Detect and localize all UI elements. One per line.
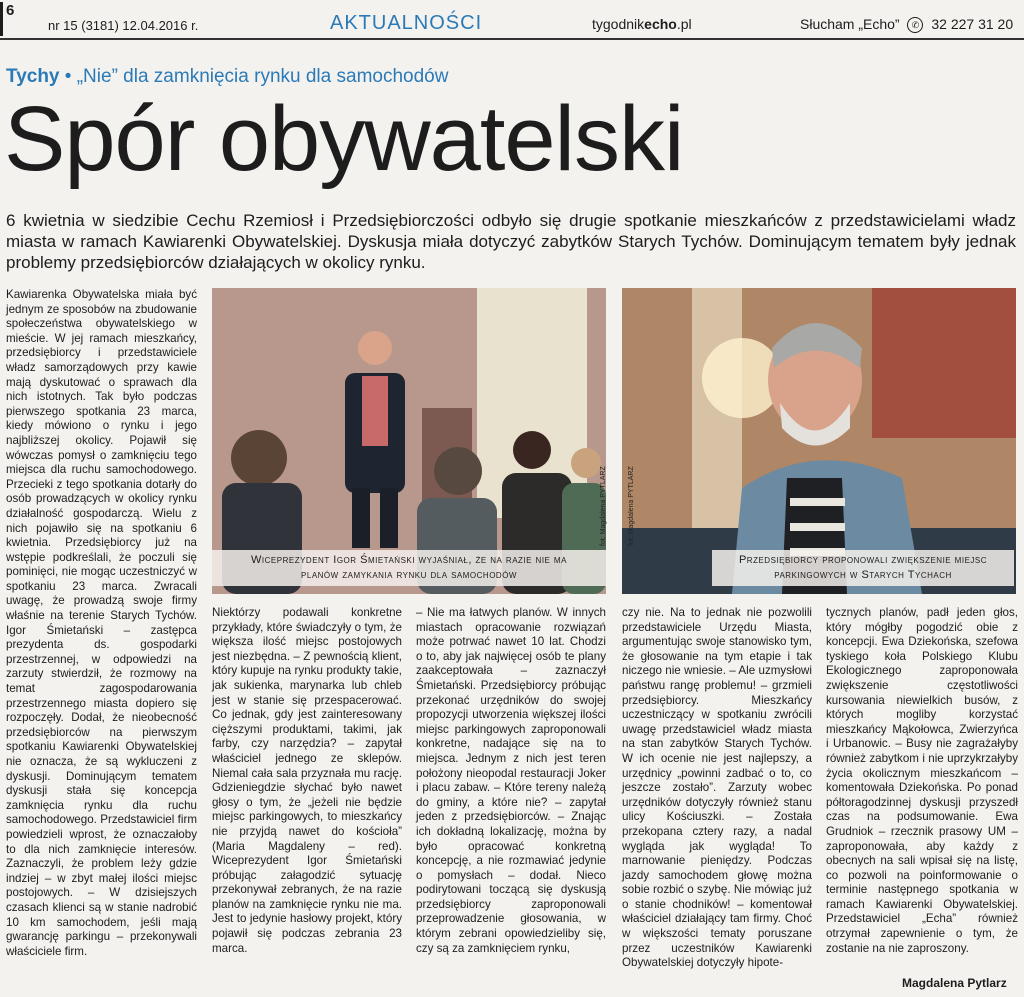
site-prefix: tygodnik — [592, 16, 645, 32]
photo-meeting — [212, 288, 606, 594]
phone-number: 32 227 31 20 — [931, 16, 1014, 32]
article-column-3 — [416, 606, 606, 956]
caption-line: parkingowych w Starych Tychach — [774, 569, 952, 581]
column-text: – Nie ma łatwych planów. W innych miastach opracowanie rozwiązań może potrwać nawet 10 lat. Chodzi o to, aby jak najwięcej osób te plany zaakceptowała – zaznaczył Śmietański. Przedsiębiorcy próbując przekonać urzędników do swojej propozycji utworzenia większej ilości miejsc parkingowych zaproponowali konkretne, nadające się na to miejsca. Jednym z nich jest teren położony nieopodal restauracji Joker i placu zabaw. – Które tereny należą do gminy, a które nie? – zapytał jeden z przedsiębiorców. – Znając ich dokładną lokalizację, można by było opracować konkretną koncepcję, a nie rozmawiać jedynie o pomysłach – dodał. Nieco podirytowani toczącą się dyskusją przedsiębiorcy zaproponowali przeprowadzenie głosowania, w którym zebrani opowiedzieliby się, czy są za zamknięciem rynku, — [416, 606, 606, 955]
site-brand: echo — [644, 16, 677, 32]
listen-label: Słucham „Echo” — [800, 16, 900, 32]
photo-credit: fot. Magdalena PYTLARZ — [600, 466, 607, 546]
photo-caption — [212, 550, 606, 586]
caption-line: planów zamykania rynku dla samochodów — [301, 569, 517, 581]
photo-credit: fot. Magdalena PYTLARZ — [628, 466, 635, 546]
article-column-2 — [212, 606, 402, 956]
column-text: Niektórzy podawali konkretne przykłady, które świadczyły o tym, że większa ilość miejsc postojowych jest niezbędna. – Z pewnością klient, który kupuje na rynku produkty takie, jak sukienka, marynarka lub chleb jest w stanie się przespacerować. Co jednak, gdy jest zainteresowany cięższymi produktami, takimi, jak farby, czy narzędzia? – zapytał właściciel jednego ze sklepów. Niemal cała sala przyznała mu rację. Gdzieniegdzie słychać było nawet głosy o tym, że „jeżeli nie będzie miejsc parkingowych, to mieszkańcy nie przyjdą nawet do kościoła” (Maria Magdaleny – red). Wiceprezydent Igor Śmietański próbując załagodzić sytuację przekonywał zebranych, że na razie planów na zamknięcie rynku nie ma. Jest to jedynie hasłowy projekt, który pojawił się podczas zebrania 23 marca. — [212, 606, 402, 955]
column-text: tycznych planów, padł jeden głos, który mógłby pogodzić obie z koncepcji. Ewa Dziekońska, szefowa tyskiego koła Polskiego Klubu Ekologicznego zaproponowała zwiększenie częstotliwości kursowania niewielkich busów, z których mogliby korzystać mieszkańcy Mąkołowca, Zwierzyńca i Urbanowic. – Busy nie zagrażałyby również zabytkom i nie uprzykrzałyby życia okolicznym mieszkańcom – komentowała Dziekońska. Po ponad półtoragodzinnej dyskusji przyszedł czas na podsumowanie. Ewa Grudniok – rzecznik prasowy UM – zaproponowała, aby każdy z obecnych na sali wpisał się na listę, co pozwoli na poinformowanie o terminie następnego spotkania w ramach Kawiarenki Obywatelskiej. Przedstawiciel „Echa” również otrzymał zapewnienie o tym, że zostanie na nie zaproszony. — [826, 606, 1018, 955]
site-suffix: .pl — [676, 16, 692, 32]
header-rule — [0, 38, 1024, 40]
kicker-location: Tychy — [6, 66, 60, 87]
kicker-text: „Nie” dla zamknięcia rynku dla samochodów — [76, 66, 449, 87]
photo-entrepreneur-illustration — [622, 288, 1016, 594]
article-column-5 — [826, 606, 1018, 956]
article-author: Magdalena Pytlarz — [902, 976, 1007, 990]
article-column-1 — [6, 288, 197, 959]
photo-caption — [712, 550, 1014, 586]
phone-icon: ✆ — [907, 17, 923, 33]
caption-line: Wiceprezydent Igor Śmietański wyjaśniał, że na razie nie ma — [251, 554, 567, 566]
article-lead: 6 kwietnia w siedzibie Cechu Rzemiosł i Przedsiębiorczości odbyło się drugie spotkanie mieszkańców z przedstawicielami władz miasta w ramach Kawiarenki Obywatelskiej. Dyskusja miała dotyczyć zabytków Starych Tychów. Dominującym tematem były jednak problemy przedsiębiorców działających w okolicy rynku. — [6, 211, 1016, 272]
page-number-bar — [0, 2, 3, 36]
photo-meeting-illustration — [212, 288, 606, 594]
site-url — [592, 16, 692, 32]
article-column-4 — [622, 606, 812, 971]
page-number: 6 — [6, 2, 15, 19]
listen-line — [800, 16, 1013, 33]
section-title: AKTUALNOŚCI — [330, 12, 483, 34]
caption-line: Przedsiębiorcy proponowali zwiększenie miejsc — [738, 554, 988, 566]
kicker-separator: • — [64, 66, 72, 87]
column-text: Kawiarenka Obywatelska miała być jednym ze sposobów na zbudowanie społeczeństwa obywatelskiego w mieście. W jej ramach mieszkańcy, przedsiębiorcy i przedstawiciele władz samorządowych przy kawie mają dyskutować o sprawach dla nich istotnych. Tak było podczas pierwszego spotkania 23 marca, kiedy mówiono o rynku i jego najbliższej okolicy. Pojawił się wówczas pomysł o zamknięciu tego miejsca dla ruchu samochodowego. Przecieki z tego spotkania dotarły do osób prowadzących w okolicy rynku działalność gospodarczą. Wielu z nich pojawiło się na spotkaniu 6 kwietnia. Przedsiębiorcy już na wstępie podkreślali, że poczuli się pominięci, nie mogąc uczestniczyć w spotkaniu 23 marca. Zwracali uwagę, że prowadzą swoje firmy właśnie na terenie Starych Tychów. Igor Śmietański – zastępca prezydenta ds. gospodarki przestrzennej, w odpowiedzi na zarzuty stwierdził, że rozmowy na temat zagospodarowania przestrzennego miasta dopiero się rozpoczęły. Dodał, że nieobecność przedsiębiorców na pierwszym spotkaniu Kawiarenki Obywatelskiej nie oznacza, że są wykluczeni z dyskusji. Dominującym tematem dyskusji stała się koncepcja zamknięcia rynku dla ruchu samochodowego. Przedstawiciel firm powiedzieli wprost, że oznaczałoby to dla nich zamknięcie interesów. Zaznaczyli, że problem leży gdzie indziej – w zbyt małej ilości miejsc postojowych. – W dzisiejszych czasach klienci są w stanie nadrobić 10 km samochodem, jeśli mają gwarancję parkingu – przekonywali właściciele firm. — [6, 288, 197, 958]
article-title: Spór obywatelski — [4, 88, 684, 190]
column-text: czy nie. Na to jednak nie pozwolili przedstawiciele Urzędu Miasta, argumentując swoje stanowisko tym, że głosowanie na tym etapie i tak niczego nie wniesie. – Ale uzmysłowi państwu rangę problemu! – grzmieli przedsiębiorcy. Mieszkańcy uczestniczący w spotkaniu zwrócili uwagę przedstawiciel władz miasta na stan zabytków Starych Tychów. W ich ocenie nie jest najlepszy, a urzędnicy „powinni zadbać o to, co jeszcze zostało”. Zarzuty wobec urzędników dotyczyły również stanu ulicy Kościuszki. – Została przekopana cztery razy, a nadal wygląda jak wygląda! To marnowanie pieniędzy. Podczas jazdy samochodem głowę można sobie rozbić o szybę. Nie mówiąc już o stanie chodników! – komentował właściciel działający tam firmy. Choć w większości tematy poruszane przez uczestników Kawiarenki Obywatelskiej dotyczyły hipote- — [622, 606, 812, 970]
photo-entrepreneur — [622, 288, 1016, 594]
issue-info: nr 15 (3181) 12.04.2016 r. — [48, 18, 199, 33]
